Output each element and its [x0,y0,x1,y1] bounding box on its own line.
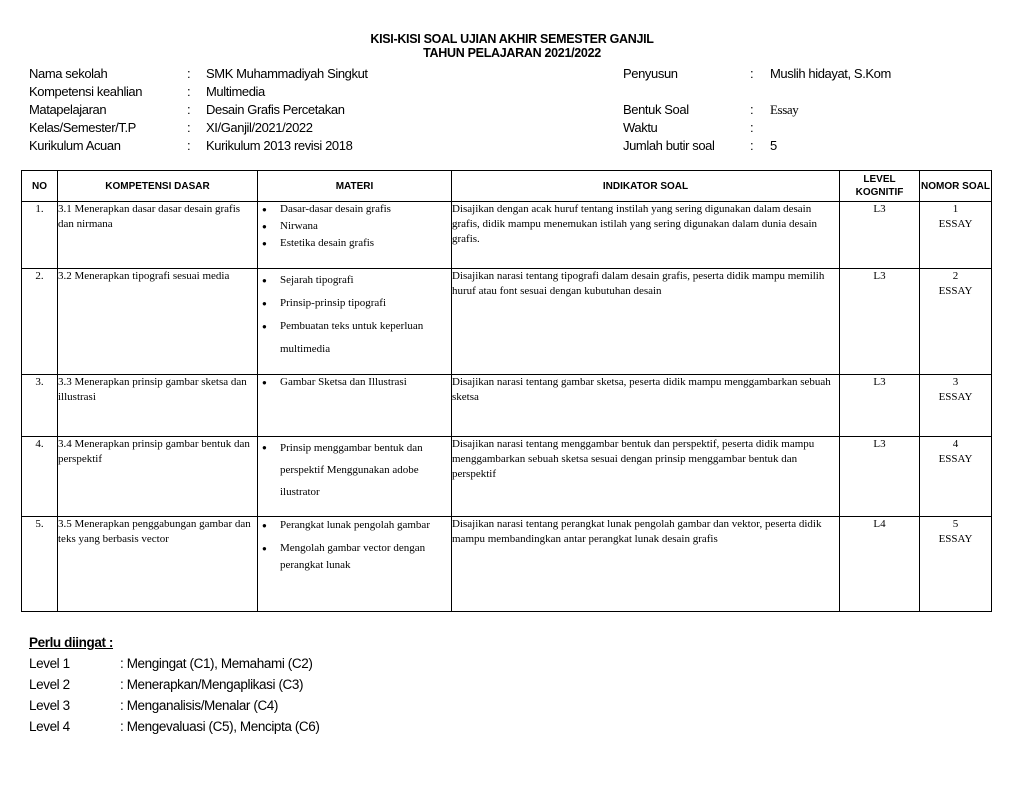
cell-materi [258,517,452,612]
nomor-type: ESSAY [938,533,973,545]
cell-no: 1. [22,202,58,269]
info-sep: : [750,102,754,117]
info-value: Multimedia [206,84,265,99]
materi-item: ● Estetika desain grafis [258,236,451,251]
info-value: Essay [770,102,799,117]
header-level-kognitif: LEVEL KOGNITIF [840,171,920,202]
table-row [22,517,992,612]
level-row [29,716,320,737]
cell-kompetensi-dasar: 3.5 Menerapkan penggabungan gambar dan teks yang berbasis vector [58,517,258,612]
cell-level: L3 [840,375,920,437]
info-label: Matapelajaran [29,102,107,117]
level-row [29,674,304,695]
cell-nomor [920,375,992,437]
info-label: Kompetensi keahlian [29,84,143,99]
materi-item: ● Dasar-dasar desain grafis [258,202,451,217]
level-name: Level 1 [29,656,70,671]
level-desc: : Menerapkan/Mengaplikasi (C3) [120,677,304,692]
info-sep: : [187,102,191,117]
cell-level: L3 [840,269,920,375]
table-row [22,269,992,375]
info-value: Kurikulum 2013 revisi 2018 [206,138,353,153]
materi-item: ● Nirwana [258,219,451,234]
title-line-1: KISI-KISI SOAL UJIAN AKHIR SEMESTER GANJIL [370,32,654,46]
table-row [22,375,992,437]
level-name: Level 2 [29,677,70,692]
cell-nomor [920,269,992,375]
level-name: Level 4 [29,719,70,734]
info-value: 5 [770,138,777,153]
info-value: XI/Ganjil/2021/2022 [206,120,313,135]
cell-kompetensi-dasar: 3.4 Menerapkan prinsip gambar bentuk dan perspektif [58,437,258,517]
info-label: Kurikulum Acuan [29,138,121,153]
header-nomor-soal: NOMOR SOAL [920,171,992,202]
cell-indikator: Disajikan narasi tentang gambar sketsa, peserta didik mampu menggambarkan sebuah sketsa [452,375,840,437]
notes-section [29,632,320,737]
nomor-number: 3 [952,376,959,388]
info-sep: : [750,138,754,153]
kisi-kisi-table [21,170,992,612]
materi-item: ● Sejarah tipografi [258,269,451,292]
nomor-number: 4 [952,438,959,450]
level-desc: : Mengingat (C1), Memahami (C2) [120,656,313,671]
header-no: NO [22,171,58,202]
materi-item: ● Perangkat lunak pengolah gambar [258,517,451,534]
cell-no: 4. [22,437,58,517]
cell-kompetensi-dasar: 3.3 Menerapkan prinsip gambar sketsa dan illustrasi [58,375,258,437]
cell-indikator: Disajikan dengan acak huruf tentang instilah yang sering digunakan dalam desain grafis, didik mampu menemukan istilah yang sering digunakan dalam dunia desain grafis. [452,202,840,269]
cell-level: L3 [840,202,920,269]
cell-level: L3 [840,437,920,517]
cell-indikator: Disajikan narasi tentang perangkat lunak pengolah gambar dan vektor, peserta didik mampu membandingkan antar perangkat lunak desain grafis [452,517,840,612]
info-row [623,101,1003,119]
info-sep: : [187,120,191,135]
nomor-type: ESSAY [938,285,973,297]
cell-indikator: Disajikan narasi tentang menggambar bentuk dan perspektif, peserta didik mampu menggambarkan sebuah sketsa sesuai dengan prinsip menggambar bentuk dan perspektif [452,437,840,517]
info-row [29,65,589,83]
nomor-number: 5 [952,518,959,530]
table-header-row [22,171,992,202]
cell-nomor [920,202,992,269]
info-label: Kelas/Semester/T.P [29,120,136,135]
info-sep: : [187,66,191,81]
notes-heading: Perlu diingat : [29,635,114,650]
info-label: Nama sekolah [29,66,108,81]
materi-item: ● Prinsip-prinsip tipografi [258,292,451,315]
info-row [29,137,589,155]
info-row [623,65,1003,83]
materi-item: ● Prinsip menggambar bentuk dan perspektif Menggunakan adobe ilustrator [258,437,451,503]
materi-item: ● Gambar Sketsa dan Illustrasi [258,375,451,390]
nomor-type: ESSAY [938,391,973,403]
cell-level: L4 [840,517,920,612]
table-row [22,437,992,517]
info-sep: : [750,66,754,81]
info-row [29,119,589,137]
cell-materi [258,375,452,437]
level-desc: : Menganalisis/Menalar (C4) [120,698,279,713]
cell-no: 3. [22,375,58,437]
nomor-type: ESSAY [938,218,973,230]
info-sep: : [187,138,191,153]
cell-no: 5. [22,517,58,612]
cell-nomor [920,517,992,612]
cell-nomor [920,437,992,517]
header-kompetensi-dasar: KOMPETENSI DASAR [58,171,258,202]
materi-item: ● Pembuatan teks untuk keperluan multimedia [258,315,451,361]
level-desc: : Mengevaluasi (C5), Mencipta (C6) [120,719,320,734]
level-name: Level 3 [29,698,70,713]
cell-materi [258,437,452,517]
materi-item: ● Mengolah gambar vector dengan perangkat lunak [258,540,451,574]
info-row [623,83,1003,101]
nomor-type: ESSAY [938,453,973,465]
level-row [29,695,279,716]
info-row [623,119,1003,137]
level-row [29,653,313,674]
info-row [29,101,589,119]
info-value: SMK Muhammadiyah Singkut [206,66,368,81]
cell-indikator: Disajikan narasi tentang tipografi dalam desain grafis, peserta didik mampu memilih huruf atau font sesuai dengan kubutuhan desain [452,269,840,375]
info-row [623,137,1003,155]
info-label: Penyusun [623,66,678,81]
cell-kompetensi-dasar: 3.1 Menerapkan dasar dasar desain grafis dan nirmana [58,202,258,269]
info-value: Desain Grafis Percetakan [206,102,345,117]
cell-kompetensi-dasar: 3.2 Menerapkan tipografi sesuai media [58,269,258,375]
nomor-number: 2 [952,270,959,282]
info-value: Muslih hidayat, S.Kom [770,66,891,81]
info-label: Jumlah butir soal [623,138,715,153]
table-row [22,202,992,269]
cell-materi [258,269,452,375]
cell-materi [258,202,452,269]
info-right-block [623,65,1003,155]
info-sep: : [750,120,754,135]
info-left-block [29,65,589,155]
info-sep: : [187,84,191,99]
nomor-number: 1 [952,203,959,215]
info-label: Bentuk Soal [623,102,689,117]
info-row [29,83,589,101]
info-label: Waktu [623,120,658,135]
title-line-2: TAHUN PELAJARAN 2021/2022 [423,46,601,60]
cell-no: 2. [22,269,58,375]
header-materi: MATERI [258,171,452,202]
header-indikator-soal: INDIKATOR SOAL [452,171,840,202]
